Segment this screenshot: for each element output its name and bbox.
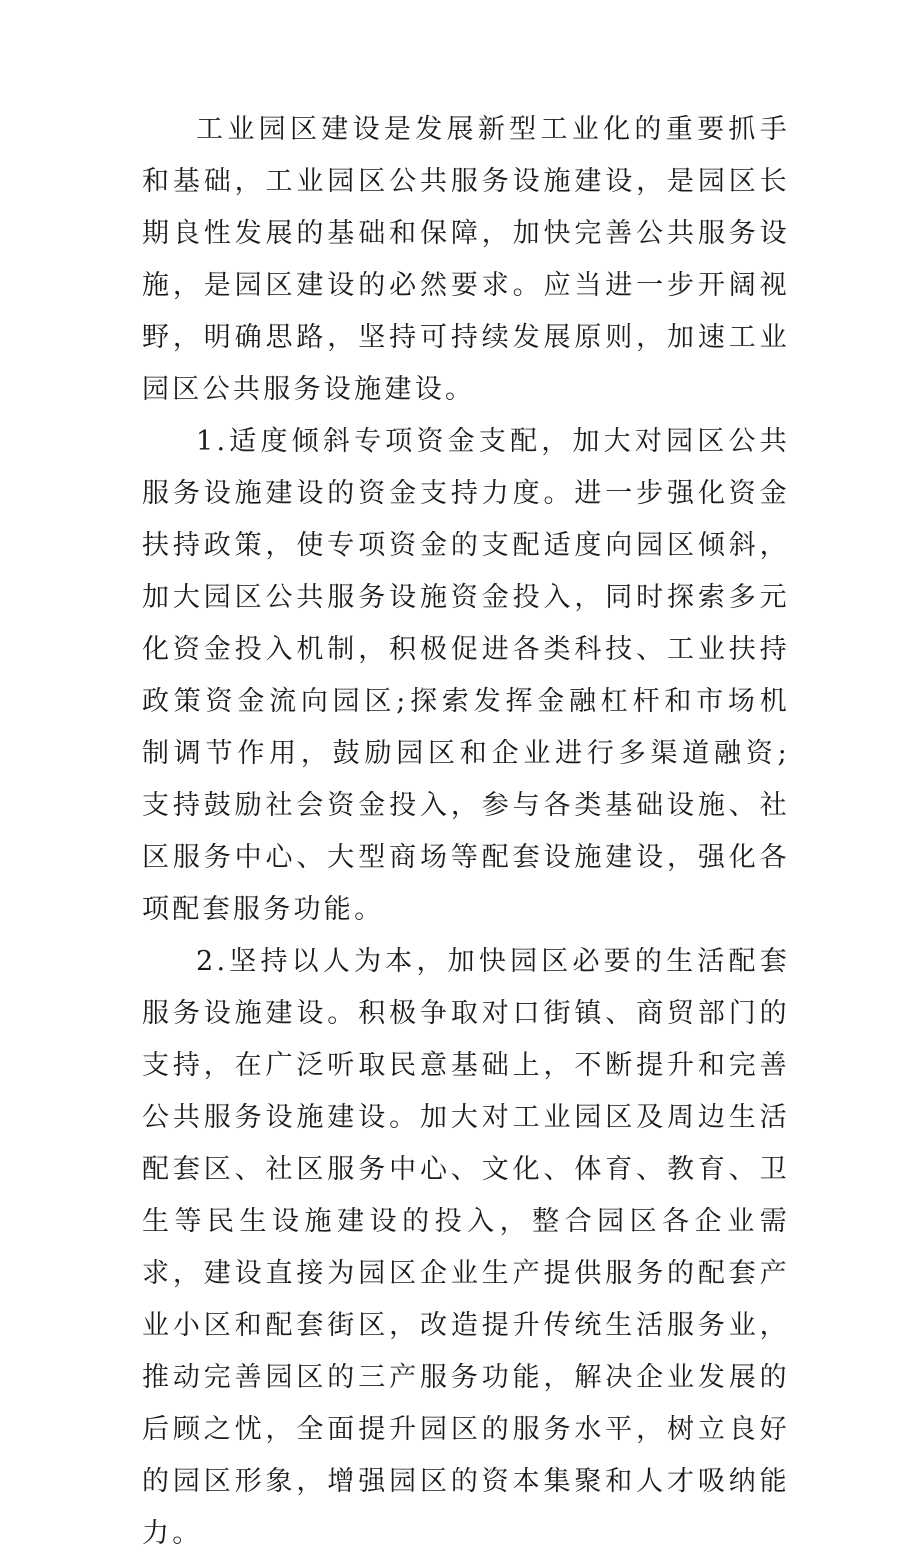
paragraph-point-2: 2.坚持以人为本，加快园区必要的生活配套服务设施建设。积极争取对口街镇、商贸部门的支持，在广泛听取民意基础上，不断提升和完善公共服务设施建设。加大对工业园区及周边生活配套区、社区服务中心、文化、体育、教育、卫生等民生设施建设的投入，整合园区各企业需求，建设直接为园区企业生产提供服务的配套产业小区和配套街区，改造提升传统生活服务业，推动完善园区的三产服务功能，解决企业发展的后顾之忧，全面提升园区的服务水平，树立良好的园区形象，增强园区的资本集聚和人才吸纳能力。 bbox=[142, 946, 790, 1549]
paragraph-point-1: 1.适度倾斜专项资金支配，加大对园区公共服务设施建设的资金支持力度。进一步强化资金扶持政策，使专项资金的支配适度向园区倾斜，加大园区公共服务设施资金投入，同时探索多元化资金投入机制，积极促进各类科技、工业扶持政策资金流向园区;探索发挥金融杠杆和市场机制调节作用，鼓励园区和企业进行多渠道融资;支持鼓励社会资金投入，参与各类基础设施、社区服务中心、大型商场等配套设施建设，强化各项配套服务功能。 bbox=[142, 426, 790, 925]
paragraph-intro: 工业园区建设是发展新型工业化的重要抓手和基础，工业园区公共服务设施建设，是园区长期良性发展的基础和保障，加快完善公共服务设施，是园区建设的必然要求。应当进一步开阔视野，明确思路，坚持可持续发展原则，加速工业园区公共服务设施建设。 bbox=[142, 114, 790, 405]
document-body bbox=[142, 104, 790, 1560]
